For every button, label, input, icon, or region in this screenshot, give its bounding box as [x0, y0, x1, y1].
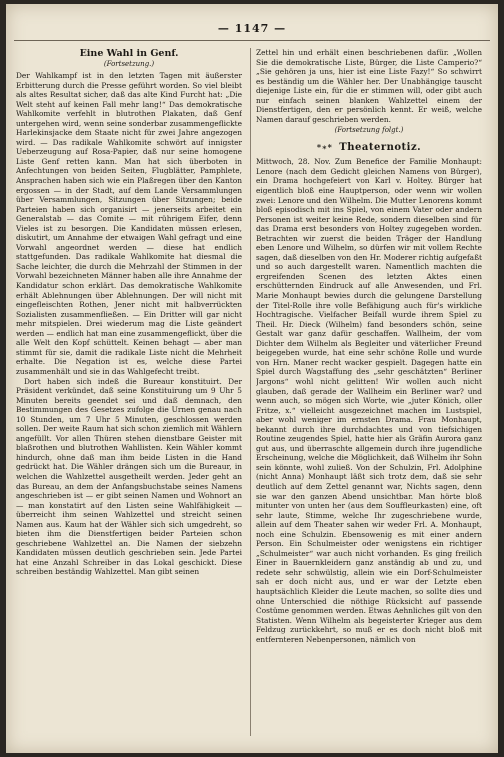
section-heading [256, 142, 482, 153]
newspaper-page [6, 4, 498, 753]
article-heading: Eine Wahl in Genf. [79, 48, 179, 59]
article-paragraph: Mittwoch, 28. Nov. Zum Benefice der Familie Monhaupt: Lenore (nach dem Gedicht gleichen Namens von Bürger), ein Drama hochgefeiert von Karl v. Holtey. Bürger hat eigentlich bloß eine Hauptperson, oder wenn wir wollen zwei: Lenore und den Wilhelm. Die Mutter Lenorens kommt bloß episodisch mit ins Spiel, von einem Vater oder andern Personen ist weiter keine Rede, sondern dieselben sind für das Drama erst besonders von Holtey zugegeben worden. Betrachten wir zuerst die beiden Träger der Handlung eben Lenore und Wilhelm, so dürfen wir mit vollem Rechte sagen, daß dieselben von den Hr. Moderer richtig aufgefaßt und so auch dargestellt waren. Namentlich machten die ergreifenden Scenen des letzten Aktes einen erschütternden Eindruck auf alle Anwesenden, und Frl. Marie Monhaupt bewies durch die gelungene Darstellung der Titel-Rolle ihre volle Befähigung auch für's wirkliche Hochtragische. Vielfacher Beifall wurde ihrem Spiel zu Theil. Hr. Dieck (Wilhelm) fand besonders schön, seine Gestalt war ganz dafür geschaffen. Wallheim, der vom Dichter dem Wilhelm als Begleiter und väterlicher Freund beigegeben wurde, hat eine sehr schöne Rolle und wurde von Hrn. Maner recht wacker gespielt. Dagegen hatte ein Spiel durch Wagstaffung des „sehr geschätzten“ Berliner Jargons“ wohl nicht gelitten! Wir wollen auch nicht glauben, daß gerade der Wallheim ein Berliner war? und wenn auch, so mögen sich Worte, wie „juter Könich, oller Fritze, x.“ vielleicht ausgezeichnet machen im Lustspiel, aber wohl weniger im ernsten Drama. Frau Monhaupt, bekannt durch ihre durchdachtes und von tiefsichigen Routine zeugendes Spiel, hatte hier als Gräfin Aurora ganz gut aus, und überraschte allgemein durch ihre jugendliche Erscheinung, welche die Möglichkeit, daß Wilhelm ihr Sohn sein könnte, wohl zuließ. Von der Schulzin, Frl. Adolphine (nicht Anna) Monhaupt läßt sich trotz dem, daß sie sehr deutlich auf dem Zettel genannt war, Nichts sagen, denn sie war den ganzen Abend unsichtbar. Man hörte bloß mitunter von unten her (aus dem Souffleurkasten) eine, oft sehr laute, Stimme, welche Ihr zugeschriebene wurde, allein auf dem Theater sahen wir weder Frl. A. Monhaupt, noch eine Schulzin. Ebensowenig es mit einer andern Person. Ein Schulmeister oder wenigstens ein richtiger „Schulmeister“ war auch nicht vorhanden. Es ging freilich Einer in Bauernkleidern ganz anständig ab und zu, und redete sehr schwülstig, allein wie ein Dorf-Schulmeister sah er doch nicht aus, und er war der Letzte eben hauptsächlich Kleider die Leute machen, so sollte dies und ohne Unterschied die nöthige Rücksicht auf passende Costüme genommen werden. Etwas Aehnliches gilt von den Statisten. Wenn Wilhelm als begeisterter Krieger aus dem Feldzug zurückkehrt, so muß er es doch nicht bloß mit entfernteren Nebenpersonen, nämlich von [256, 157, 482, 644]
article-subheading: (Fortsetzung.) [103, 60, 155, 68]
asterism-mark: *∗* [316, 142, 333, 153]
continued-note: (Fortsetzung folgt.) [334, 126, 404, 135]
article-paragraph: Zettel hin und erhält einen beschriebenen dafür. „Wollen Sie die demokratische Liste, Bürger, die Liste Camperio?“ „Sie gehören ja uns, hier ist eine Liste Fazy!“ So schwirrt es beständig um die Wähler her. Der Unabhängige tauscht diejenige Liste ein, für die er stimmen will, oder gibt auch nur einfach seinen blanken Wahlzettel einem der Dienstfertigen, den er persönlich kennt. Er weiß, welche Namen darauf geschrieben werden. [256, 48, 482, 124]
article-paragraph: Der Wahlkampf ist in den letzten Tagen mit äußerster Erbitterung durch die Presse geführt worden. So viel bleibt als altes Resultat sicher, daß das alte Kind Furcht hat: „Die Welt steht auf keinen Fall mehr lang!“ Das demokratische Wahlkomite verfehlt in blutrothen Plakaten, daß Genf untergehen wird, wenn seine sonderbar zusammengeflickte Harlekinsjacke dem Staate nicht für zwei Jahre angezogen wird. — Das radikale Wahlkomite schwört auf innigster Ueberzeugung auf Rosa-Papier, daß nur seine homogene Liste Genf retten kann. Man hat sich überboten in Anfechtungen von beiden Seiten, Flugblätter, Pamphlete, Ansprachen haben sich wie ein Plaßregen über den Kanton ergossen — in der Stadt, auf dem Lande Versammlungen über Versammlungen, Sitzungen über Sitzungen; beide Parteien haben sich organisirt — jenerseits arbeitet ein Generalstab — das Comite — mit rührigem Eifer, denn Vieles ist zu besorgen. Die Kandidaten müssen erlesen, diskutirt, um Annahme der etwaigen Wahl gefragt und eine Vorwahl angeordnet werden — diese hat endlich stattgefunden. Das radikale Wahlkomite hat diesmal die Sache leichter, die durch die Mehrzahl der Stimmen in der Vorwahl bezeichneten Männer haben alle ihre Annahme der Kandidatur schon erklärt. Das demokratische Wahlkomite erhält Ablehnungen über Ablehnungen. Der will nicht mit eingefleischten Rothen, Jener nicht mit halbverrückten Sozialisten zusammenfließen. — Ein Dritter will gar nicht mehr mitspielen. Drei wiederum mag die Liste geändert werden — endlich hat man eine zusammengeflickt, über die alle Welt den Kopf schüttelt. Keinen behagt — aber man stimmt für sie, damit die radikale Liste nicht die Mehrheit erhalte. Die Negation ist es, welche diese Partei zusammenhält und sie in das Wahlgefecht treibt. [16, 71, 242, 376]
left-column [16, 48, 242, 736]
header-rule [14, 40, 490, 41]
column-divider [250, 48, 251, 736]
right-column [256, 48, 482, 736]
page-number: — 1147 — [217, 22, 287, 35]
article-paragraph: Dort haben sich indeß die Bureaur konstituirt. Der Präsident verkündet, daß seine Konstituirung um 9 Uhr 5 Minuten bereits geendet sei und daß demnach, den Bestimmungen des Gesetzes zufolge die Urnen genau nach 10 Stunden, um 7 Uhr 5 Minuten, geschlossen werden sollen. Der weite Raum hat sich schon ziemlich mit Wählern angefüllt. Vor allen Thüren stehen dienstbare Geister mit blaßrothen und blutrothen Wahllisten. Kein Wähler kommt hindurch, ohne daß man ihm beide Listen in die Hand gedrückt hat. Die Wähler drängen sich um die Bureaur, in welchen die Wahlzettel ausgetheilt werden. Jeder geht an das Bureau, an dem der Anfangsbuchstabe seines Namens angeschrieben ist — er gibt seinen Namen und Wohnort an — man konstatirt auf den Listen seine Wahlfähigkeit — überreicht ihm seinen Wahlzettel und streicht seinen Namen aus. Kaum hat der Wähler sich sich umgedreht, so bieten ihm die Dienstfertigen beider Parteien schon geschriebene Wahlzettel an. Die Namen der siebzehn Kandidaten müssen deutlich geschrieben sein. Jede Partei hat eine Anzahl Schreiber in das Lokal geschickt. Diese schreiben beständig Wahlzettel. Man gibt seinen [16, 376, 242, 577]
section-heading-text: Theaternotiz. [339, 142, 422, 154]
